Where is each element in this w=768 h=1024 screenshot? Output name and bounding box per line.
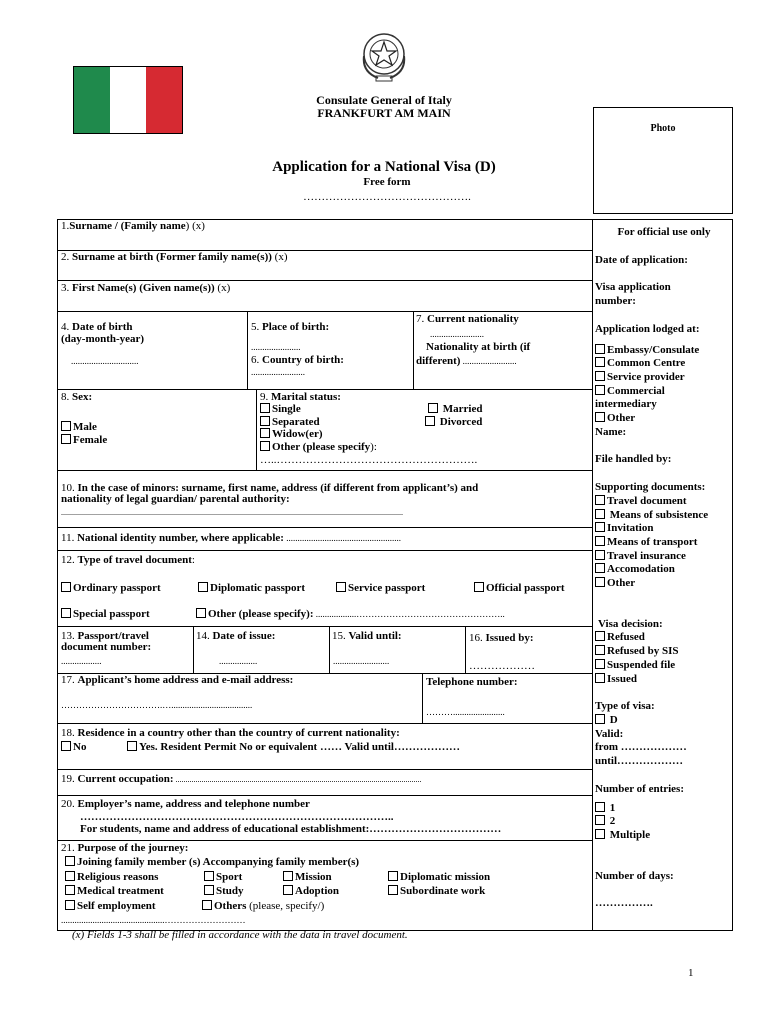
field-label-end: ) (x): [185, 220, 205, 232]
checkbox[interactable]: [595, 815, 605, 825]
checkbox[interactable]: [65, 871, 75, 881]
checkbox[interactable]: [204, 871, 214, 881]
support-other-option[interactable]: [595, 577, 733, 591]
field-place-of-birth[interactable]: [251, 321, 329, 334]
decision-issued-option[interactable]: [595, 673, 733, 687]
option-label: Study: [216, 885, 244, 897]
field-number: 15.: [332, 630, 349, 642]
official-name: Name:: [595, 425, 627, 438]
field-current-nationality[interactable]: [416, 313, 519, 326]
marital-married-option[interactable]: [428, 403, 482, 416]
option-label: Divorced: [439, 416, 483, 428]
field-educational-establishment[interactable]: For students, name and address of educational establishment:………………………………: [80, 823, 502, 835]
decision-refused-option[interactable]: [595, 631, 733, 645]
field-purpose-of-journey: [61, 842, 188, 855]
lodged-service-provider-option[interactable]: [595, 371, 733, 385]
checkbox[interactable]: [260, 428, 270, 438]
purpose-mission-option[interactable]: [283, 871, 332, 884]
field-number: 13.: [61, 630, 78, 642]
checkbox[interactable]: [283, 885, 293, 895]
doc-ordinary-option[interactable]: [61, 582, 161, 595]
field-label: Applicant’s home address and e-mail address:: [77, 674, 294, 686]
entries-two-option[interactable]: [595, 815, 733, 829]
cell-divider: [465, 626, 466, 673]
field-sex: [61, 391, 92, 404]
sex-female-option[interactable]: [61, 434, 107, 447]
checkbox[interactable]: [595, 673, 605, 683]
field-travel-document-type: [61, 554, 195, 567]
field-label: Current nationality: [427, 313, 519, 325]
field-label: Place of birth:: [262, 321, 330, 333]
checkbox[interactable]: [388, 885, 398, 895]
checkbox[interactable]: [595, 371, 605, 381]
field-valid-until[interactable]: [332, 630, 402, 643]
checkbox[interactable]: [428, 403, 438, 413]
field-dots: ...................................................: [283, 533, 401, 543]
option-label: Ordinary passport: [73, 582, 161, 594]
checkbox[interactable]: [196, 608, 206, 618]
field-number: 11.: [61, 532, 78, 544]
support-insurance-option[interactable]: [595, 550, 733, 564]
official-column-divider: [592, 219, 593, 931]
option-label: Mission: [295, 871, 332, 883]
checkbox[interactable]: [595, 509, 605, 519]
row-line: [57, 311, 593, 312]
consulate-name: Consulate General of Italy: [316, 93, 452, 107]
option-label: Female: [73, 434, 108, 446]
support-accomodation-option[interactable]: [595, 563, 733, 577]
marital-widow-option[interactable]: [260, 428, 323, 441]
checkbox[interactable]: [595, 357, 605, 367]
field-label: In the case of minors: surname, first name, address (if different from applicant’s) and: [77, 482, 479, 494]
official-visa-decision: Visa decision:: [598, 617, 663, 630]
checkbox[interactable]: [61, 434, 71, 444]
checkbox[interactable]: [595, 495, 605, 505]
checkbox[interactable]: [336, 582, 346, 592]
field-number: 7.: [416, 313, 427, 325]
issued-by-dots: ………………: [469, 660, 535, 672]
checkbox[interactable]: [595, 829, 605, 839]
doc-other-option[interactable]: [196, 608, 505, 621]
option-label: Travel insurance: [607, 549, 686, 562]
checkbox[interactable]: [283, 871, 293, 881]
field-number: 10.: [61, 482, 78, 494]
doc-official-option[interactable]: [474, 582, 565, 595]
form-subtitle: Free form: [363, 176, 411, 188]
consulate-city: FRANKFURT AM MAIN: [317, 106, 451, 120]
visa-type-d-option[interactable]: [595, 714, 733, 728]
field-employer[interactable]: [61, 798, 310, 811]
field-label: Issued by:: [485, 632, 534, 644]
option-label: Issued: [607, 672, 637, 685]
option-label-end: (please, specify/): [246, 900, 325, 912]
option-label: Service provider: [607, 370, 685, 383]
checkbox[interactable]: [61, 741, 71, 751]
option-label: Service passport: [348, 582, 426, 594]
photo-label: Photo: [650, 123, 676, 134]
decision-suspended-option[interactable]: [595, 659, 733, 673]
option-label: 1: [607, 801, 616, 814]
row-line: [57, 550, 593, 551]
field-telephone[interactable]: Telephone number:: [426, 676, 518, 688]
field-number: 6.: [251, 354, 262, 366]
lodged-commercial-option[interactable]: [595, 385, 733, 399]
option-label: Male: [73, 421, 97, 433]
option-label: Subordinate work: [400, 885, 486, 897]
cell-divider: [422, 673, 423, 723]
purpose-religious-option[interactable]: [65, 871, 158, 884]
checkbox[interactable]: [61, 421, 71, 431]
employer-dots: …………………………………………………………………………..: [80, 811, 394, 823]
marital-single-option[interactable]: [260, 403, 301, 416]
field-label: different): [416, 355, 461, 367]
field-national-id[interactable]: [61, 532, 401, 545]
row-line: [57, 470, 593, 471]
support-invitation-option[interactable]: [595, 522, 733, 536]
official-use-column: [595, 226, 733, 911]
field-label: Residence in a country other than the country of current nationality:: [77, 727, 400, 739]
official-number-of-entries: Number of entries:: [595, 782, 684, 795]
doc-special-option[interactable]: [61, 608, 150, 621]
official-valid-from: from ………………: [595, 741, 687, 754]
field-number: 8.: [61, 391, 72, 403]
option-label: Single: [272, 403, 301, 415]
field-issued-by[interactable]: [469, 632, 534, 645]
field-number: 21.: [61, 842, 78, 854]
home-address-dots: …………………………….…....................................: [61, 700, 253, 710]
option-label: Separated: [272, 416, 320, 428]
field-surname[interactable]: [61, 220, 205, 233]
field-label: National identity number, where applicable:: [77, 532, 284, 544]
purpose-medical-option[interactable]: [65, 885, 164, 898]
valid-until-dots: .........................: [333, 656, 390, 666]
option-label: Self employment: [77, 900, 156, 912]
checkbox[interactable]: [61, 582, 71, 592]
checkbox[interactable]: [595, 550, 605, 560]
cell-divider: [193, 626, 194, 673]
official-supporting-documents: Supporting documents:: [595, 481, 706, 494]
option-label: Sport: [216, 871, 243, 883]
lodged-intermediary-label: intermediary: [595, 398, 657, 411]
field-number: 14.: [196, 630, 213, 642]
option-label: Others: [214, 900, 247, 912]
checkbox[interactable]: [260, 441, 270, 451]
date-format-hint: (day-month-year): [61, 333, 145, 345]
field-dots: ..................…………………………………………..: [313, 609, 505, 619]
residence-yes-option[interactable]: [127, 741, 460, 754]
cell-divider: [256, 389, 257, 470]
option-label: 2: [607, 815, 616, 828]
checkbox[interactable]: [198, 582, 208, 592]
field-dots: ...........................................................................................................................: [173, 775, 422, 784]
cell-divider: [329, 626, 330, 673]
option-label: Other (please specify: [272, 441, 371, 453]
checkbox[interactable]: [595, 536, 605, 546]
purpose-subordinate-option[interactable]: [388, 885, 485, 898]
support-subsistence-option[interactable]: [595, 509, 733, 523]
option-label: Suspended file: [607, 658, 676, 671]
checkbox[interactable]: [595, 522, 605, 532]
field-residence-other-country: [61, 727, 400, 740]
option-label: Diplomatic passport: [210, 582, 306, 594]
checkbox[interactable]: [595, 344, 605, 354]
checkbox[interactable]: [595, 577, 605, 587]
option-label: Yes. Resident Permit No or equivalent …… Valid until………………: [139, 741, 460, 753]
country-of-birth-dots: ........................: [251, 367, 305, 377]
marital-other-dots: …..……………………………………………….: [260, 454, 478, 466]
option-label: Special passport: [73, 608, 150, 620]
doc-diplomatic-option[interactable]: [198, 582, 305, 595]
field-label: Type of travel document: [77, 554, 192, 566]
field-label-end: :: [191, 554, 195, 566]
doc-service-option[interactable]: [336, 582, 425, 595]
option-label-end: ):: [370, 441, 377, 453]
option-label: Refused: [607, 631, 645, 644]
lodged-other-option[interactable]: [595, 412, 733, 426]
option-label: Joining family member (s) Accompanying family member(s): [77, 856, 360, 868]
option-label: Embassy/Consulate: [607, 343, 700, 356]
checkbox[interactable]: [425, 416, 435, 426]
row-line: [57, 769, 593, 770]
minors-guardian-dots: ...........................................................................................................................................................................: [61, 508, 403, 517]
field-number: 16.: [469, 632, 486, 644]
official-number-of-days: Number of days:: [595, 869, 674, 882]
support-transport-option[interactable]: [595, 536, 733, 550]
field-first-names[interactable]: [61, 282, 230, 295]
page-number: 1: [688, 967, 694, 979]
entries-one-option[interactable]: [595, 802, 733, 816]
checkbox[interactable]: [388, 871, 398, 881]
row-line: [57, 527, 593, 528]
telephone-dots: ……….......................: [426, 707, 505, 717]
passport-number-line2: document number:: [61, 641, 152, 653]
minors-guardian-line2: nationality of legal guardian/ parental authority:: [61, 493, 290, 505]
option-label: Widow(er): [272, 428, 323, 440]
field-label: Employer’s name, address and telephone number: [77, 798, 310, 810]
current-nationality-dots: ........................: [430, 329, 484, 339]
support-travel-document-option[interactable]: [595, 495, 733, 509]
field-label: Marital status:: [271, 391, 341, 403]
field-label: Current occupation:: [77, 773, 174, 785]
checkbox[interactable]: [595, 412, 605, 422]
lodged-common-centre-option[interactable]: [595, 357, 733, 371]
checkbox[interactable]: [260, 416, 270, 426]
entries-multiple-option[interactable]: [595, 829, 733, 843]
field-label: Surname / (Family name: [69, 220, 186, 232]
lodged-embassy-option[interactable]: [595, 344, 733, 358]
purpose-sport-option[interactable]: [204, 871, 242, 884]
field-label: Date of birth: [72, 321, 133, 333]
option-label: Adoption: [295, 885, 340, 897]
residence-no-option[interactable]: [61, 741, 86, 754]
field-date-of-issue[interactable]: [196, 630, 275, 643]
official-file-handled-by: File handled by:: [595, 453, 672, 466]
checkbox[interactable]: [595, 631, 605, 641]
option-label: Married: [442, 403, 483, 415]
checkbox[interactable]: [595, 714, 605, 724]
purpose-diplomatic-option[interactable]: [388, 871, 490, 884]
marital-divorced-option[interactable]: [425, 416, 482, 429]
checkbox[interactable]: [61, 608, 71, 618]
field-label: Sex:: [72, 391, 93, 403]
option-label: Multiple: [607, 828, 651, 841]
checkbox[interactable]: [202, 900, 212, 910]
cell-divider: [413, 311, 414, 389]
field-number: 4.: [61, 321, 72, 333]
decision-refused-sis-option[interactable]: [595, 645, 733, 659]
option-label: Travel document: [607, 494, 687, 507]
checkbox[interactable]: [595, 802, 605, 812]
cell-divider: [247, 311, 248, 389]
purpose-self-employment-option[interactable]: [65, 900, 156, 913]
field-label-end: (x): [271, 251, 288, 263]
field-label: Purpose of the journey:: [77, 842, 189, 854]
field-number: 20.: [61, 798, 78, 810]
option-label: D: [607, 713, 618, 726]
official-use-heading: For official use only: [617, 226, 711, 238]
option-label: Commercial: [607, 384, 665, 397]
sex-male-option[interactable]: [61, 421, 97, 434]
checkbox[interactable]: [65, 885, 75, 895]
field-label: Country of birth:: [262, 354, 344, 366]
checkbox[interactable]: [595, 659, 605, 669]
official-visa-application-number: number:: [595, 295, 636, 308]
option-label: Common Centre: [607, 357, 686, 370]
row-line: [57, 280, 593, 281]
field-label: Passport/travel: [77, 630, 149, 642]
checkbox[interactable]: [260, 403, 270, 413]
field-number: 9.: [260, 391, 271, 403]
field-surname-at-birth[interactable]: [61, 251, 287, 264]
place-of-birth-dots: ......................: [251, 342, 301, 352]
field-number: 19.: [61, 773, 78, 785]
checkbox[interactable]: [595, 385, 605, 395]
field-label: Valid until:: [348, 630, 402, 642]
official-visa-application: Visa application: [595, 281, 671, 294]
option-label: Medical treatment: [77, 885, 164, 897]
row-line: [57, 840, 593, 841]
field-dots: ........................: [460, 356, 517, 366]
official-lodged-at: Application lodged at:: [595, 322, 700, 335]
option-label: Other: [607, 412, 636, 425]
field-label: Date of issue:: [212, 630, 276, 642]
field-number: 3.: [61, 282, 72, 294]
official-number-of-days-dots: …………….: [595, 897, 653, 910]
official-valid-until: until………………: [595, 755, 684, 768]
row-line: [57, 723, 593, 724]
option-label: Means of transport: [607, 535, 698, 548]
checkbox[interactable]: [65, 856, 75, 866]
purpose-others-option[interactable]: [202, 900, 324, 913]
row-line: [57, 795, 593, 796]
checkbox[interactable]: [474, 582, 484, 592]
option-label: Diplomatic mission: [400, 871, 491, 883]
marital-other-option[interactable]: [260, 441, 377, 454]
footnote: (x) Fields 1-3 shall be filled in accordance with the data in travel document.: [72, 929, 408, 941]
option-label: Means of subsistence: [607, 508, 709, 521]
field-number: 12.: [61, 554, 78, 566]
official-valid: Valid:: [595, 727, 624, 740]
form-subtitle-dots: ……………………………………….: [303, 191, 471, 203]
row-line: [57, 626, 593, 627]
field-number: 18.: [61, 727, 78, 739]
field-label: First Name(s) (Given name(s)): [72, 282, 215, 294]
checkbox[interactable]: [65, 900, 75, 910]
option-label: Invitation: [607, 522, 654, 535]
option-label: Refused by SIS: [607, 645, 679, 658]
option-label: Official passport: [486, 582, 565, 594]
row-line: [57, 389, 593, 390]
official-type-of-visa: Type of visa:: [595, 700, 655, 713]
checkbox[interactable]: [127, 741, 137, 751]
field-number: 17.: [61, 674, 78, 686]
field-label: Nationality at birth: [426, 341, 518, 353]
option-label: Religious reasons: [77, 871, 159, 883]
checkbox[interactable]: [595, 563, 605, 573]
purpose-adoption-option[interactable]: [283, 885, 339, 898]
checkbox[interactable]: [595, 645, 605, 655]
field-label-end: (if: [517, 341, 531, 353]
form-title: Application for a National Visa (D): [272, 159, 496, 175]
option-label: Other: [607, 577, 636, 590]
option-label: Other (please specify):: [208, 608, 314, 620]
field-nationality-at-birth[interactable]: [426, 341, 530, 354]
field-home-address[interactable]: [61, 674, 293, 687]
checkbox[interactable]: [204, 885, 214, 895]
purpose-joining-option[interactable]: [65, 856, 359, 869]
date-of-birth-dots: ..............................: [71, 356, 139, 366]
official-date-of-application: Date of application:: [595, 253, 688, 266]
field-label-end: (x): [214, 282, 231, 294]
option-label: Accomodation: [607, 563, 675, 576]
nationality-different: [416, 355, 517, 368]
field-number: 1.: [61, 220, 70, 232]
field-number: 2.: [61, 251, 72, 263]
italy-emblem-icon: [358, 26, 410, 84]
date-of-issue-dots: .................: [219, 656, 258, 666]
field-current-occupation[interactable]: [61, 773, 422, 786]
field-label: Surname at birth (Former family name(s)): [72, 251, 272, 263]
passport-number-dots: ..................: [61, 656, 102, 666]
purpose-study-option[interactable]: [204, 885, 244, 898]
purpose-others-dots: ..............................................………………………: [61, 915, 246, 925]
option-label: No: [73, 741, 87, 753]
field-number: 5.: [251, 321, 262, 333]
